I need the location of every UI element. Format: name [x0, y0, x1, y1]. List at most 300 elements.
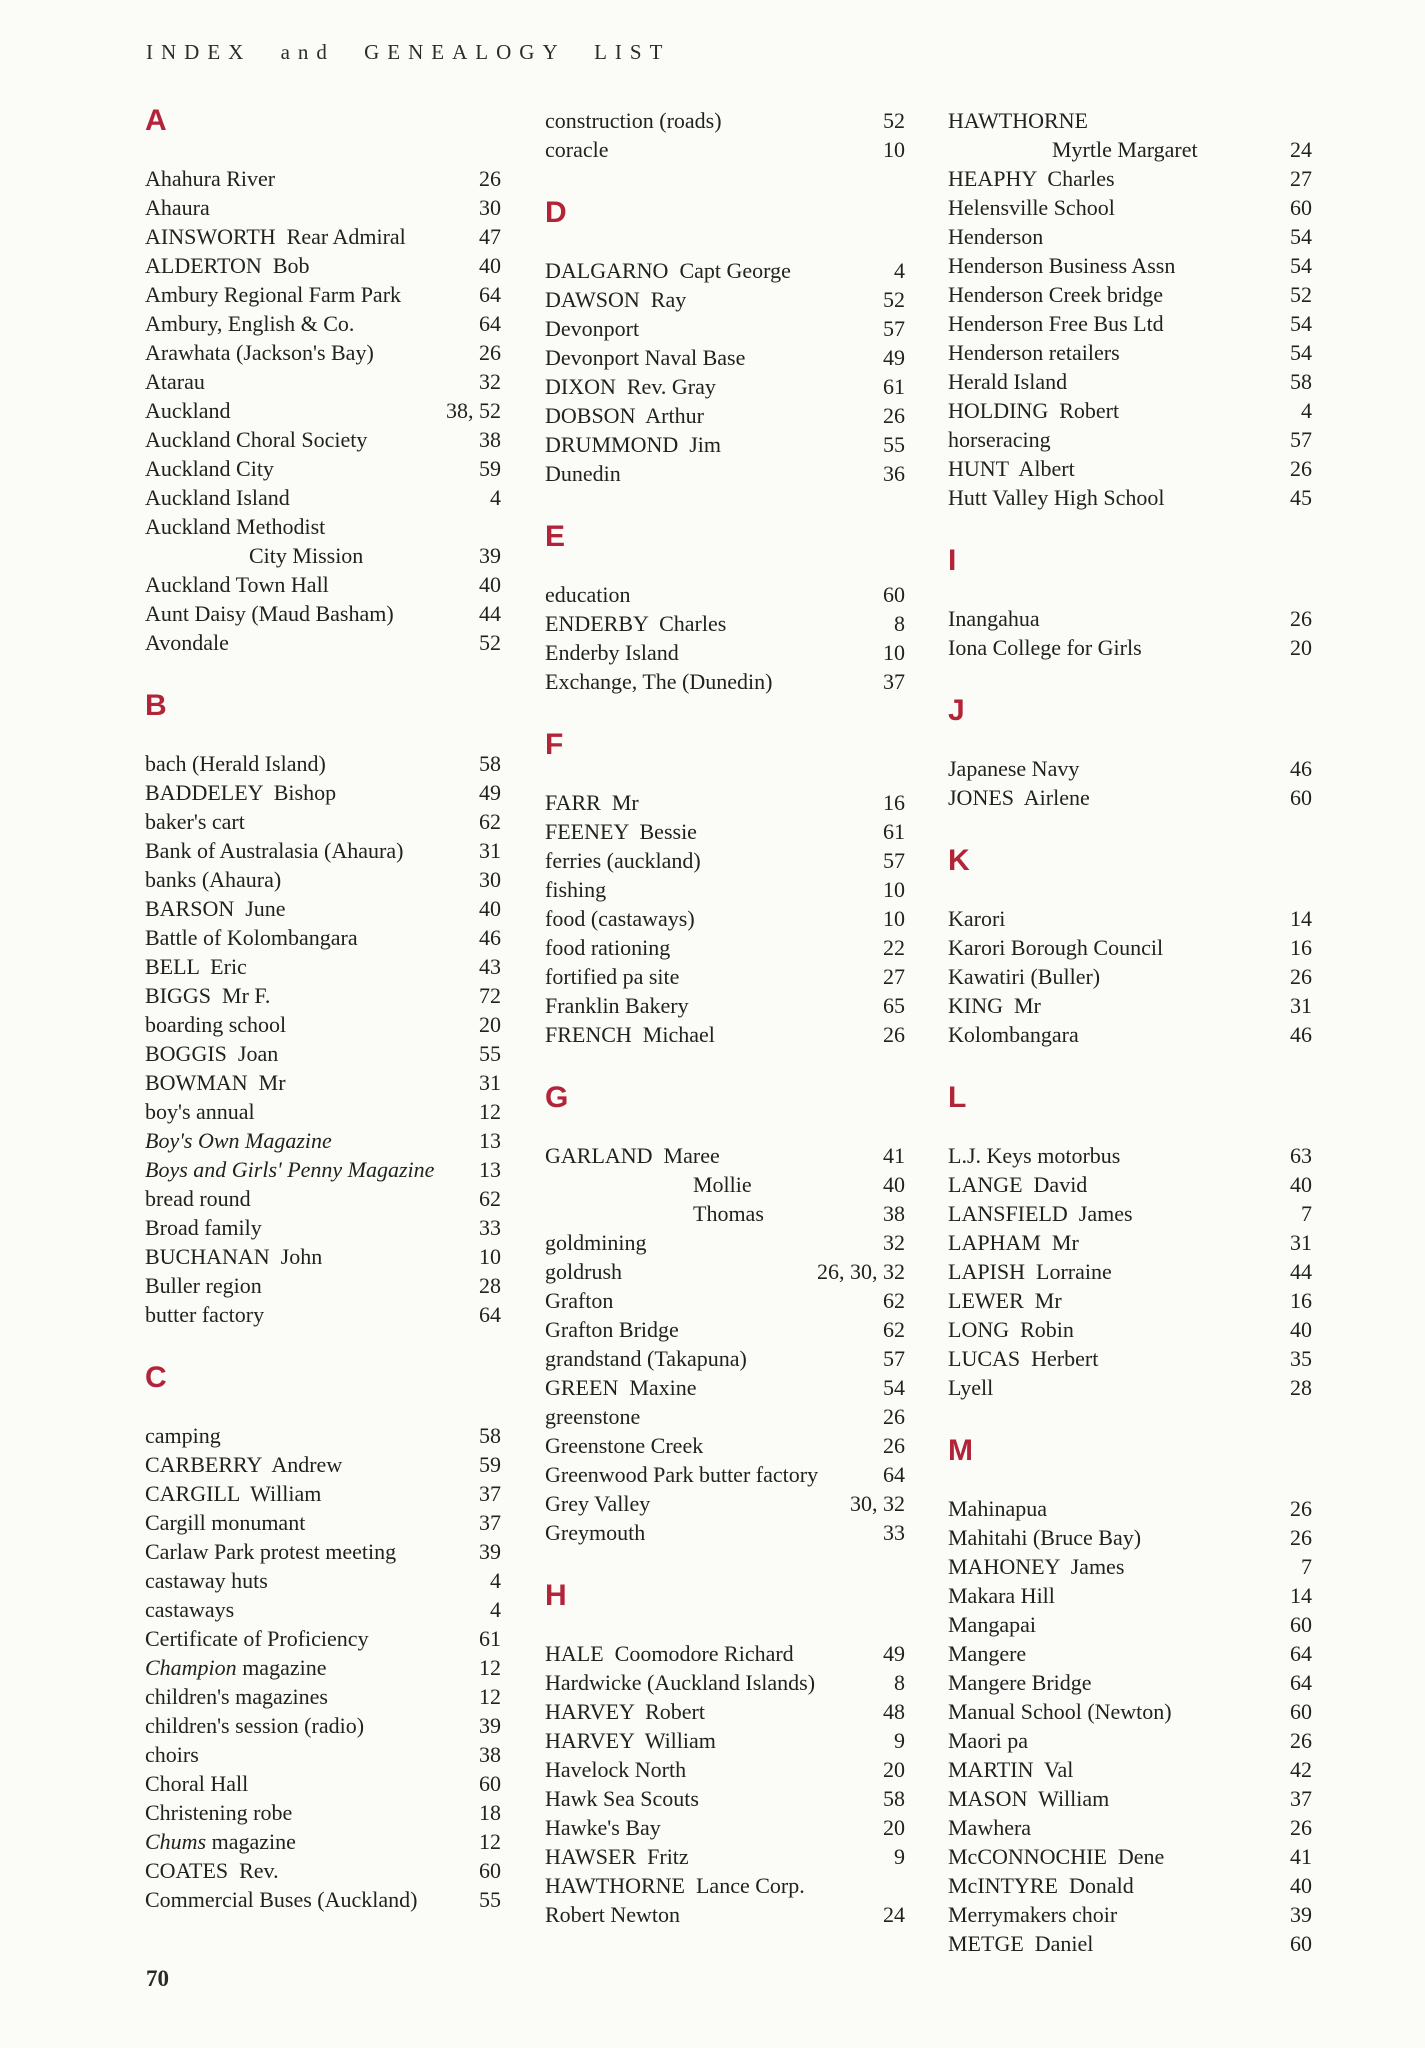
index-entry — [545, 1871, 905, 1900]
entry-pages: 10 — [479, 1244, 501, 1269]
index-entry — [545, 1460, 905, 1489]
entry-pages: 31 — [1290, 993, 1312, 1018]
entry-pages: 64 — [479, 1302, 501, 1327]
entry-pages: 8 — [894, 1670, 905, 1695]
index-entry — [948, 1494, 1312, 1523]
index-entry — [948, 1755, 1312, 1784]
index-entry — [145, 836, 501, 865]
entry-pages: 26 — [1290, 1496, 1312, 1521]
index-entry — [545, 285, 905, 314]
entry-pages: 64 — [479, 282, 501, 307]
entry-pages: 7 — [1301, 1201, 1312, 1226]
entry-text: DRUMMOND Jim — [545, 432, 722, 457]
entry-group — [145, 164, 501, 657]
page-title: INDEX and GENEALOGY LIST — [146, 40, 671, 64]
entry-text: Carlaw Park protest meeting — [145, 1539, 397, 1564]
index-entry — [948, 1697, 1312, 1726]
entry-text: Grafton — [545, 1288, 614, 1313]
index-entry — [545, 1518, 905, 1547]
entry-group — [948, 1494, 1312, 1958]
index-entry — [545, 788, 905, 817]
index-entry — [145, 541, 501, 570]
entry-pages: 20 — [883, 1815, 905, 1840]
index-entry — [948, 1170, 1312, 1199]
entry-text: Henderson — [948, 224, 1044, 249]
index-entry — [948, 1581, 1312, 1610]
index-entry — [145, 865, 501, 894]
entry-pages: 59 — [479, 1452, 501, 1477]
entry-text: Henderson retailers — [948, 340, 1120, 365]
entry-group — [545, 1639, 905, 1929]
index-entry — [145, 1242, 501, 1271]
index-entry — [145, 164, 501, 193]
entry-group — [545, 106, 905, 164]
entry-text: Boy's Own Magazine — [145, 1128, 332, 1153]
index-entry — [545, 1726, 905, 1755]
entry-text: Hawk Sea Scouts — [545, 1786, 699, 1811]
entry-pages: 26 — [1290, 1525, 1312, 1550]
entry-pages: 49 — [883, 345, 905, 370]
entry-text: METGE Daniel — [948, 1931, 1094, 1956]
entry-text: MASON William — [948, 1786, 1110, 1811]
entry-pages: 14 — [1290, 1583, 1312, 1608]
entry-pages: 12 — [479, 1655, 501, 1680]
entry-pages: 39 — [1290, 1902, 1312, 1927]
index-entry — [948, 1257, 1312, 1286]
entry-text: camping — [145, 1423, 221, 1448]
entry-pages: 63 — [1290, 1143, 1312, 1168]
entry-pages: 39 — [479, 543, 501, 568]
entry-pages: 26 — [883, 1404, 905, 1429]
section-letter-L: L — [948, 1081, 967, 1114]
entry-text: BIGGS Mr F. — [145, 983, 271, 1008]
entry-pages: 9 — [894, 1844, 905, 1869]
entry-pages: 61 — [883, 374, 905, 399]
index-entry — [545, 933, 905, 962]
entry-pages: 72 — [479, 983, 501, 1008]
entry-text: Ambury, English & Co. — [145, 311, 355, 336]
index-entry — [545, 430, 905, 459]
entry-text: Grey Valley — [545, 1491, 651, 1516]
entry-pages: 26 — [1290, 1728, 1312, 1753]
index-entry — [145, 1479, 501, 1508]
entry-text: FRENCH Michael — [545, 1022, 715, 1047]
index-entry — [545, 1842, 905, 1871]
entry-text: BADDELEY Bishop — [145, 780, 337, 805]
index-entry — [948, 1552, 1312, 1581]
entry-text: Greenstone Creek — [545, 1433, 704, 1458]
entry-text: Ambury Regional Farm Park — [145, 282, 402, 307]
index-entry — [948, 1842, 1312, 1871]
entry-text: Enderby Island — [545, 640, 679, 665]
section-letter-A: A — [145, 104, 167, 137]
entry-text: Auckland Town Hall — [145, 572, 329, 597]
index-entry — [948, 1813, 1312, 1842]
index-entry — [948, 754, 1312, 783]
entry-pages: 37 — [883, 669, 905, 694]
entry-text: COATES Rev. — [145, 1858, 279, 1883]
entry-pages: 31 — [1290, 1230, 1312, 1255]
entry-text: Lyell — [948, 1375, 994, 1400]
entry-text: castaway huts — [145, 1568, 268, 1593]
entry-pages: 58 — [479, 751, 501, 776]
entry-pages: 16 — [1290, 1288, 1312, 1313]
index-entry — [145, 1537, 501, 1566]
entry-pages: 52 — [479, 630, 501, 655]
index-entry — [948, 1668, 1312, 1697]
entry-text: JONES Airlene — [948, 785, 1090, 810]
index-entry — [145, 1010, 501, 1039]
index-entry — [545, 1344, 905, 1373]
entry-pages: 10 — [883, 640, 905, 665]
index-entry — [545, 1373, 905, 1402]
entry-text: Maori pa — [948, 1728, 1029, 1753]
entry-text: DIXON Rev. Gray — [545, 374, 716, 399]
entry-pages: 52 — [883, 287, 905, 312]
entry-text: Broad family — [145, 1215, 262, 1240]
entry-text: butter factory — [145, 1302, 265, 1327]
entry-group — [145, 749, 501, 1329]
index-entry — [948, 1199, 1312, 1228]
entry-pages: 31 — [479, 838, 501, 863]
entry-pages: 32 — [479, 369, 501, 394]
index-entry — [545, 343, 905, 372]
entry-pages: 64 — [883, 1462, 905, 1487]
section-letter-F: F — [545, 728, 564, 761]
index-column-2 — [545, 106, 905, 1929]
entry-pages: 46 — [479, 925, 501, 950]
entry-pages: 46 — [1290, 1022, 1312, 1047]
entry-pages: 64 — [1290, 1641, 1312, 1666]
entry-text: Henderson Creek bridge — [948, 282, 1164, 307]
index-entry — [948, 604, 1312, 633]
entry-pages: 26 — [883, 1022, 905, 1047]
entry-pages: 42 — [1290, 1757, 1312, 1782]
index-entry — [948, 1344, 1312, 1373]
entry-text: Robert Newton — [545, 1902, 681, 1927]
index-entry — [545, 817, 905, 846]
entry-text: Atarau — [145, 369, 205, 394]
entry-text: MAHONEY James — [948, 1554, 1125, 1579]
entry-pages: 65 — [883, 993, 905, 1018]
index-entry — [948, 1020, 1312, 1049]
index-entry — [545, 1402, 905, 1431]
section-letter-C: C — [145, 1361, 167, 1394]
entry-pages: 39 — [479, 1713, 501, 1738]
entry-pages: 60 — [479, 1858, 501, 1883]
index-entry — [145, 367, 501, 396]
index-entry — [145, 309, 501, 338]
entry-pages: 24 — [883, 1902, 905, 1927]
entry-pages: 26 — [479, 340, 501, 365]
index-entry — [545, 991, 905, 1020]
entry-text: HARVEY Robert — [545, 1699, 705, 1724]
entry-pages: 26 — [1290, 606, 1312, 631]
index-entry — [145, 193, 501, 222]
entry-pages: 61 — [883, 819, 905, 844]
index-entry — [948, 1929, 1312, 1958]
entry-text: fortified pa site — [545, 964, 680, 989]
index-entry — [145, 1097, 501, 1126]
section-letter-B: B — [145, 689, 167, 722]
entry-text: bach (Herald Island) — [145, 751, 326, 776]
entry-pages: 60 — [479, 1771, 501, 1796]
section-letter-I: I — [948, 544, 957, 577]
entry-pages: 40 — [479, 572, 501, 597]
entry-pages: 57 — [1290, 427, 1312, 452]
entry-text: CARGILL William — [145, 1481, 322, 1506]
index-entry — [145, 338, 501, 367]
index-entry — [145, 1271, 501, 1300]
entry-pages: 30 — [479, 195, 501, 220]
entry-pages: 40 — [1290, 1172, 1312, 1197]
entry-text: Commercial Buses (Auckland) — [145, 1887, 418, 1912]
entry-text: Kolombangara — [948, 1022, 1079, 1047]
index-entry — [545, 372, 905, 401]
entry-pages: 43 — [479, 954, 501, 979]
index-entry — [948, 962, 1312, 991]
index-entry — [545, 459, 905, 488]
index-entry — [545, 904, 905, 933]
entry-pages: 44 — [479, 601, 501, 626]
entry-text: Arawhata (Jackson's Bay) — [145, 340, 374, 365]
entry-text: Karori — [948, 906, 1006, 931]
entry-text: fishing — [545, 877, 607, 902]
entry-pages: 38 — [883, 1201, 905, 1226]
index-entry — [145, 1508, 501, 1537]
entry-text: AINSWORTH Rear Admiral — [145, 224, 406, 249]
entry-pages: 26 — [1290, 964, 1312, 989]
entry-pages: 12 — [479, 1829, 501, 1854]
index-entry — [545, 846, 905, 875]
index-entry — [145, 1421, 501, 1450]
entry-text: castaways — [145, 1597, 235, 1622]
index-entry — [145, 1184, 501, 1213]
index-entry — [948, 425, 1312, 454]
entry-text: Greymouth — [545, 1520, 646, 1545]
entry-pages: 9 — [894, 1728, 905, 1753]
entry-text: Karori Borough Council — [948, 935, 1164, 960]
entry-pages: 58 — [479, 1423, 501, 1448]
entry-text: Auckland Choral Society — [145, 427, 368, 452]
entry-pages: 26, 30, 32 — [817, 1259, 905, 1284]
entry-text: HALE Coomodore Richard — [545, 1641, 794, 1666]
entry-pages: 55 — [479, 1887, 501, 1912]
entry-text: LAPISH Lorraine — [948, 1259, 1112, 1284]
entry-pages: 49 — [883, 1641, 905, 1666]
index-entry — [948, 1141, 1312, 1170]
entry-text: Mangere — [948, 1641, 1027, 1666]
index-entry — [545, 1697, 905, 1726]
entry-text: Makara Hill — [948, 1583, 1055, 1608]
entry-pages: 12 — [479, 1684, 501, 1709]
entry-text: children's session (radio) — [145, 1713, 365, 1738]
index-entry — [545, 1784, 905, 1813]
entry-pages: 57 — [883, 316, 905, 341]
index-entry — [145, 1595, 501, 1624]
entry-pages: 57 — [883, 1346, 905, 1371]
entry-text: Boys and Girls' Penny Magazine — [145, 1157, 435, 1182]
entry-pages: 54 — [1290, 253, 1312, 278]
entry-pages: 7 — [1301, 1554, 1312, 1579]
index-entry — [948, 1610, 1312, 1639]
entry-pages: 16 — [1290, 935, 1312, 960]
index-entry — [145, 894, 501, 923]
entry-text: food (castaways) — [545, 906, 695, 931]
entry-text: DAWSON Ray — [545, 287, 687, 312]
entry-text: greenstone — [545, 1404, 641, 1429]
index-entry — [948, 338, 1312, 367]
index-entry — [948, 309, 1312, 338]
entry-group — [948, 754, 1312, 812]
entry-pages: 10 — [883, 877, 905, 902]
entry-pages: 4 — [490, 485, 501, 510]
entry-pages: 54 — [1290, 224, 1312, 249]
entry-pages: 30, 32 — [850, 1491, 905, 1516]
index-entry — [545, 135, 905, 164]
entry-pages: 40 — [479, 896, 501, 921]
entry-text: Hardwicke (Auckland Islands) — [545, 1670, 816, 1695]
index-entry — [948, 904, 1312, 933]
entry-text: baker's cart — [145, 809, 245, 834]
entry-text: BARSON June — [145, 896, 286, 921]
index-entry — [145, 425, 501, 454]
entry-text: LANSFIELD James — [948, 1201, 1133, 1226]
entry-group — [545, 256, 905, 488]
entry-text: Mahitahi (Bruce Bay) — [948, 1525, 1142, 1550]
entry-text: GREEN Maxine — [545, 1375, 697, 1400]
index-entry — [948, 933, 1312, 962]
entry-pages: 10 — [883, 906, 905, 931]
index-entry — [948, 135, 1312, 164]
index-entry — [948, 1286, 1312, 1315]
entry-pages: 32 — [883, 1230, 905, 1255]
entry-text: coracle — [545, 137, 609, 162]
index-entry — [145, 981, 501, 1010]
entry-text: HOLDING Robert — [948, 398, 1120, 423]
entry-text: Ahahura River — [145, 166, 276, 191]
entry-text: Mawhera — [948, 1815, 1032, 1840]
index-entry — [145, 1769, 501, 1798]
entry-pages: 57 — [883, 848, 905, 873]
entry-pages: 44 — [1290, 1259, 1312, 1284]
entry-pages: 41 — [883, 1143, 905, 1168]
entry-pages: 49 — [479, 780, 501, 805]
entry-text: City Mission — [249, 543, 364, 568]
index-entry — [948, 193, 1312, 222]
entry-pages: 27 — [1290, 166, 1312, 191]
index-entry — [545, 314, 905, 343]
entry-pages: 33 — [479, 1215, 501, 1240]
index-entry — [948, 106, 1312, 135]
index-entry — [948, 991, 1312, 1020]
entry-pages: 40 — [1290, 1873, 1312, 1898]
entry-text: HAWTHORNE Lance Corp. — [545, 1873, 805, 1898]
entry-pages: 62 — [883, 1288, 905, 1313]
index-entry — [545, 609, 905, 638]
entry-text: children's magazines — [145, 1684, 328, 1709]
index-entry — [948, 280, 1312, 309]
entry-pages: 60 — [1290, 785, 1312, 810]
entry-pages: 33 — [883, 1520, 905, 1545]
entry-pages: 58 — [883, 1786, 905, 1811]
index-entry — [145, 1740, 501, 1769]
entry-pages: 39 — [479, 1539, 501, 1564]
entry-text: horseracing — [948, 427, 1051, 452]
section-letter-G: G — [545, 1081, 569, 1114]
entry-text: construction (roads) — [545, 108, 722, 133]
index-entry — [948, 633, 1312, 662]
index-entry — [545, 1257, 905, 1286]
index-entry — [948, 251, 1312, 280]
entry-pages: 52 — [883, 108, 905, 133]
index-entry — [545, 875, 905, 904]
entry-text: Exchange, The (Dunedin) — [545, 669, 773, 694]
index-entry — [545, 638, 905, 667]
index-entry — [145, 1039, 501, 1068]
entry-pages: 26 — [479, 166, 501, 191]
entry-pages: 36 — [883, 461, 905, 486]
entry-text: Battle of Kolombangara — [145, 925, 358, 950]
index-entry — [145, 1798, 501, 1827]
entry-pages: 61 — [479, 1626, 501, 1651]
entry-text: LANGE David — [948, 1172, 1088, 1197]
entry-text: Aunt Daisy (Maud Basham) — [145, 601, 394, 626]
index-entry — [145, 396, 501, 425]
entry-pages: 4 — [1301, 398, 1312, 423]
entry-text: Chums magazine — [145, 1829, 296, 1854]
section-letter-D: D — [545, 196, 567, 229]
index-entry — [948, 396, 1312, 425]
entry-text: LAPHAM Mr — [948, 1230, 1079, 1255]
entry-text: LUCAS Herbert — [948, 1346, 1099, 1371]
entry-text: Bank of Australasia (Ahaura) — [145, 838, 404, 863]
entry-text: Myrtle Margaret — [1052, 137, 1198, 162]
entry-text: HARVEY William — [545, 1728, 716, 1753]
entry-group — [545, 580, 905, 696]
entry-pages: 20 — [479, 1012, 501, 1037]
index-entry — [545, 1170, 905, 1199]
entry-text: LEWER Mr — [948, 1288, 1062, 1313]
entry-text: Grafton Bridge — [545, 1317, 679, 1342]
index-entry — [948, 222, 1312, 251]
entry-pages: 46 — [1290, 756, 1312, 781]
entry-text: Franklin Bakery — [545, 993, 689, 1018]
entry-text: Champion magazine — [145, 1655, 327, 1680]
entry-text: BOWMAN Mr — [145, 1070, 286, 1095]
index-entry — [145, 628, 501, 657]
index-entry — [145, 1213, 501, 1242]
entry-pages: 20 — [1290, 635, 1312, 660]
index-entry — [948, 454, 1312, 483]
index-entry — [948, 1639, 1312, 1668]
entry-pages: 40 — [883, 1172, 905, 1197]
index-entry — [948, 1871, 1312, 1900]
entry-text: Christening robe — [145, 1800, 293, 1825]
entry-text: McCONNOCHIE Dene — [948, 1844, 1165, 1869]
index-entry — [545, 1228, 905, 1257]
entry-text: Greenwood Park butter factory — [545, 1462, 819, 1487]
index-entry — [145, 1885, 501, 1914]
index-entry — [145, 1450, 501, 1479]
entry-pages: 30 — [479, 867, 501, 892]
section-letter-K: K — [948, 844, 970, 877]
index-entry — [948, 1373, 1312, 1402]
entry-pages: 60 — [883, 582, 905, 607]
entry-text: HEAPHY Charles — [948, 166, 1115, 191]
index-entry — [948, 1315, 1312, 1344]
entry-pages: 13 — [479, 1128, 501, 1153]
